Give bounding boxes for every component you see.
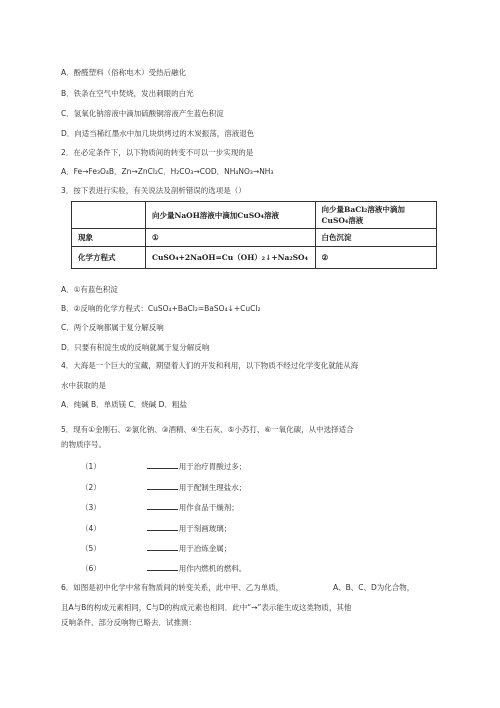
q5-item-text: 用作食品干燥剂； (178, 503, 239, 512)
q3-option-d: D．只要有积淀生成的反响就属于复分解反响 (61, 343, 210, 352)
answer-blank[interactable] (147, 502, 178, 510)
table-row (72, 247, 437, 269)
table-cell: CuSO₄+2NaOH=Cu（OH）₂↓+Na₂SO₄ (145, 247, 315, 269)
answer-blank[interactable] (147, 461, 178, 469)
q4-stem-line-1: 4．大海是一个巨大的宝藏，期望着人们的开发和利用，以下物质不经过化学变化就能从海 (61, 361, 359, 370)
q1-option-d: D．向适当稀红墨水中加几块烘烤过的木炭振荡，溶液退色 (61, 129, 255, 138)
q3-option-a: A．①有蓝色积淀 (61, 285, 118, 294)
q5-item-text: 用于治疗胃酸过多； (178, 462, 247, 471)
q3-option-c: C．两个反响都属于复分解反响 (61, 323, 164, 332)
q5-item (81, 482, 246, 493)
answer-blank[interactable] (147, 523, 178, 531)
q4-options: A．纯碱 B．单质镁 C．烧碱 D．粗盐 (61, 400, 187, 409)
q5-item (81, 563, 246, 574)
q5-item-number: （1） (81, 462, 101, 471)
q4-stem-line-2: 水中获取的是 (61, 381, 106, 390)
q5-item (81, 461, 246, 472)
table-cell: ② (315, 247, 436, 269)
q2-stem: 2．在必定条件下，以下物质间的转变不可以一步实现的是 (61, 148, 254, 157)
table-cell: 现象 (72, 229, 146, 247)
q6-line-2: 且A与B的构成元素相同，C与D的构成元素也相同．此中“→”表示能生成这类物质，其他 (61, 603, 352, 612)
q5-item-number: （3） (81, 503, 101, 512)
q5-stem-line-1: 5．现有①金刚石、②氯化钠、③酒精、④生石灰、⑤小苏打、⑥一氧化碳，从中选择适合 (61, 425, 354, 434)
experiment-table (71, 201, 437, 269)
q3-stem: 3．按下表进行实验，有关说法及剖析错误的选项是（） (61, 186, 246, 195)
q6-line-1a: 6．如图是初中化学中常有物质间的转变关系，此中甲、乙为单质， (61, 583, 284, 592)
q5-item (81, 543, 231, 554)
q5-item-number: （5） (81, 544, 101, 553)
table-header-cell (72, 202, 146, 229)
table-header-row (72, 202, 437, 229)
q5-item-text: 用于刻画玻璃； (178, 524, 232, 533)
q6-line-1b: A、B、C、D为化合物， (333, 583, 415, 592)
q2-options: A．Fe→Fe₃O₄B．Zn→ZnCl₂C．H₂CO₃→COD．NH₄NO₃→NH₃ (61, 167, 274, 176)
q5-item-text: 用作内燃机的燃料。 (178, 564, 247, 573)
q6-line-3: 反响条件、部分反响物已略去．试推测： (61, 618, 196, 627)
answer-blank[interactable] (147, 543, 178, 551)
q5-item (81, 523, 231, 534)
q1-option-b: B．铁条在空气中焚烧，发出刺眼的白光 (61, 89, 194, 98)
table-header-cell: 向少量NaOH溶液中滴加CuSO₄溶液 (145, 202, 315, 229)
q5-stem-line-2: 的物质序号。 (61, 440, 106, 449)
q3-option-b: B．②反响的化学方程式：CuSO₄+BaCl₂=BaSO₄↓+CuCl₂ (61, 304, 261, 313)
table-cell: 白色沉淀 (315, 229, 436, 247)
table-cell: 化学方程式 (72, 247, 146, 269)
q1-option-a: A．酚醛塑料（俗称电木）受热后融化 (61, 68, 187, 77)
answer-blank[interactable] (147, 563, 178, 571)
answer-blank[interactable] (147, 482, 178, 490)
q1-option-c: C．氢氧化钠溶液中滴加硫酸铜溶液产生蓝色积淀 (61, 109, 224, 118)
table-header-cell: 向少量BaCl₂溶液中滴加CuSO₄溶液 (315, 202, 436, 229)
q5-item-number: （4） (81, 524, 101, 533)
q5-item-text: 用于配制生理盐水； (178, 483, 247, 492)
q5-item-text: 用于冶炼金属； (178, 544, 232, 553)
table-row (72, 229, 437, 247)
q5-item (81, 502, 239, 513)
q5-item-number: （6） (81, 564, 101, 573)
q5-item-number: （2） (81, 483, 101, 492)
table-cell: ① (145, 229, 315, 247)
